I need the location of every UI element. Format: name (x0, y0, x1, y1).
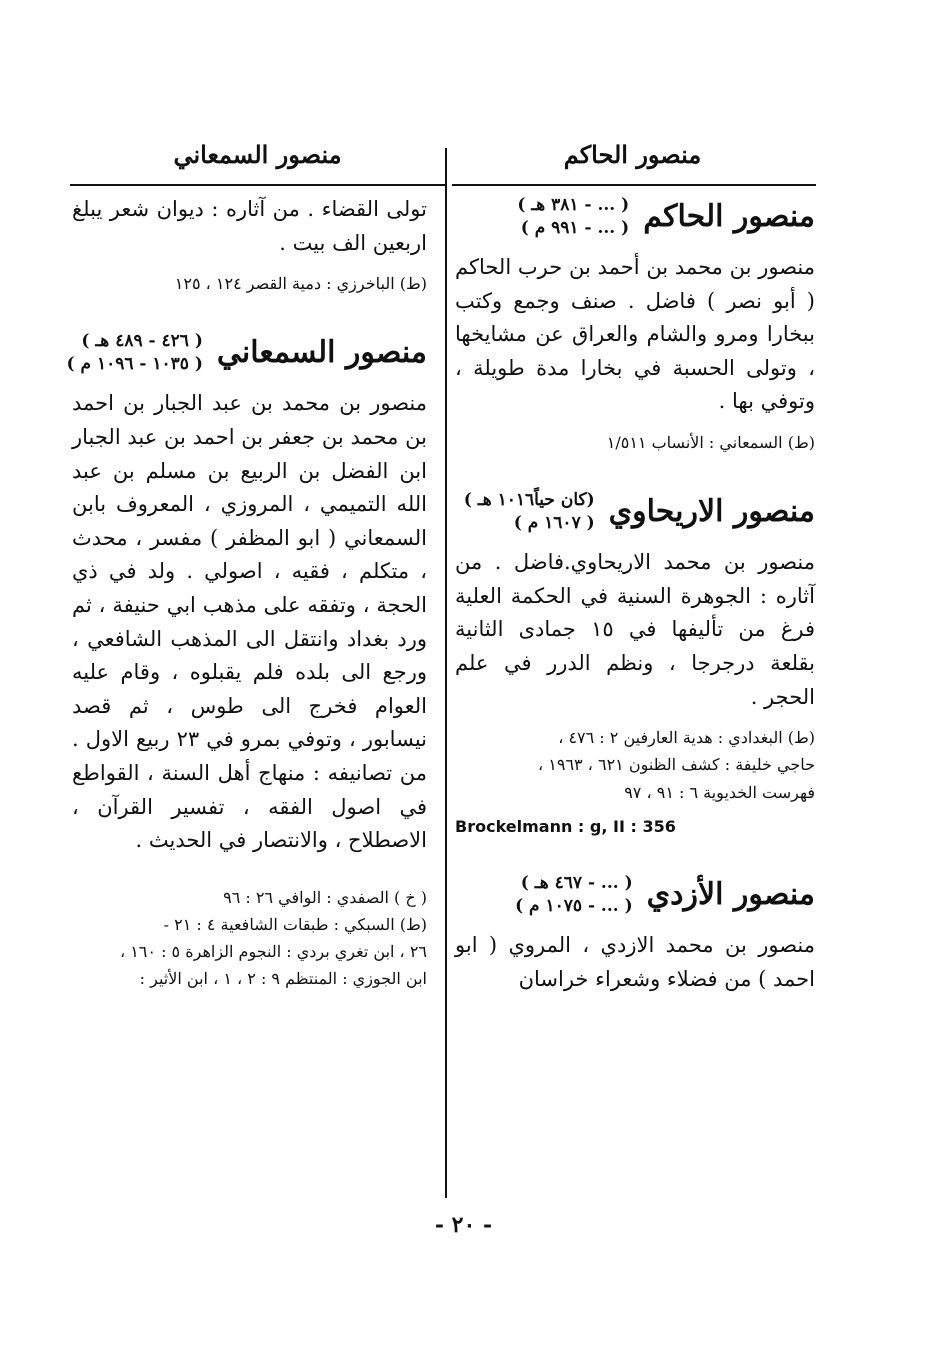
entry-name: منصور الحاكم (643, 199, 815, 234)
entry-heading (455, 488, 815, 536)
dates-hijri: (كان حياً١٠١٦ هـ ) (463, 490, 595, 511)
dates-gregorian: ( ١٦٠٧ م ) (513, 513, 595, 534)
entry-reference: (ط) السمعاني : الأنساب ١/٥١١ (606, 432, 815, 452)
entry-body: منصور بن محمد بن أحمد بن حرب الحاكم ( أبو نصر ) فاضل . صنف وجمع وكتب ببخارا ومرو والشام والعراق عن مشايخها ، وتولى الحسبة في بخارا مدة طويلة ، وتوفي بها . (455, 255, 815, 414)
entry-dates (515, 872, 633, 918)
column-divider (445, 148, 447, 1198)
entry-heading (66, 329, 427, 377)
entry-mansur-alsamani (66, 329, 427, 992)
entry-name: منصور الأزدي (646, 877, 815, 913)
entry-spacer (72, 868, 427, 884)
dates-gregorian: ( ... - ٩٩١ م ) (520, 218, 630, 238)
entry-mansur-alarihawi (455, 488, 815, 839)
entry-spacer (455, 839, 815, 871)
dates-hijri: ( ... - ٤٦٧ هـ ) (520, 873, 633, 894)
header-rule-left (70, 184, 445, 186)
page-number: - ٢٠ - (434, 1212, 493, 1238)
entry-body: منصور بن محمد الازدي ، المروي ( ابو احمد ) من فضلاء وشعراء خراسان (455, 933, 815, 991)
column-left (66, 193, 427, 992)
entry-heading (455, 871, 815, 919)
entry-dates (464, 489, 595, 535)
entry-body: منصور بن محمد الاريحاوي.فاضل . من آثاره : الجوهرة السنية في الحكمة العلية فرغ من تأليفها في ١٥ جمادى الثانية بقلعة درجرجا ، ونظم الدرر في علم الحجر . (455, 550, 815, 709)
header-rule-right (452, 184, 816, 186)
entry-dates (517, 194, 629, 240)
dates-gregorian: ( ... - ١٠٧٥ م ) (515, 896, 633, 917)
running-header-right: منصور الحاكم (563, 140, 702, 169)
entry-reference: (ط) الباخرزي : دمية القصر ١٢٤ ، ١٢٥ (174, 274, 427, 294)
running-header-left: منصور السمعاني (173, 140, 342, 169)
entry-name: منصور الاريحاوي (608, 494, 815, 530)
entry-reference: ٢٦ ، ابن تغري بردي : النجوم الزاهرة ٥ : ١٦٠ ، (119, 942, 427, 962)
entry-spacer (455, 456, 815, 488)
entry-body: منصور بن محمد بن عبد الجبار بن احمد بن محمد بن جعفر بن احمد بن عبد الجبار ابن الفضل بن الربيع بن مسلم بن عبد الله التميمي ، المروزي ، المعروف بابن السمعاني ( ابو المظفر ) مفسر ، محدث ، متكلم ، فقيه ، اصولي . ولد في ذي الحجة ، وتفقه على مذهب ابي حنيفة ، ثم ورد بغداد وانتقل الى المذهب الشافعي ، ورجع الى بلده فلم يقبلوه ، وقام عليه العوام فخرج الى طوس ، ثم قصد نيسابور ، وتوفي بمرو في ٢٣ ربيع الاول . من تصانيفه : منهاج أهل السنة ، القواطع في اصول الفقه ، تفسير القرآن ، الاصطلاح ، والانتصار في الحديث . (72, 391, 427, 853)
entry-reference: حاجي خليفة : كشف الظنون ٦٢١ ، ١٩٦٣ ، (538, 755, 815, 775)
entry-reference: فهرست الخديوية ٦ : ٩١ ، ٩٧ (624, 782, 815, 802)
entry-reference: (ط) السبكي : طبقات الشافعية ٤ : ٢١ - (163, 914, 427, 934)
entry-body: تولى القضاء . من آثاره : ديوان شعر يبلغ اربعين الف بيت . (72, 197, 427, 255)
column-right (455, 193, 815, 1006)
entry-mansur-alhakim (455, 193, 815, 456)
entry-reference: (ط) البغدادي : هدية العارفين ٢ : ٤٧٦ ، (558, 728, 815, 748)
entry-reference: ابن الجوزي : المنتظم ٩ : ٢ ، ١ ، ابن الأثير : (139, 969, 427, 989)
entry-mansur-alazdi (455, 871, 815, 996)
entry-spacer (72, 297, 427, 329)
entry-heading (455, 193, 815, 241)
dates-hijri: ( ٤٢٦ - ٤٨٩ هـ ) (81, 331, 203, 352)
entry-continuation (72, 193, 427, 297)
entry-name: منصور السمعاني (216, 335, 427, 371)
entry-reference-latin: Brockelmann : g, II : 356 (455, 816, 676, 836)
dates-gregorian: ( ١٠٣٥ - ١٠٩٦ م ) (66, 354, 203, 375)
entry-dates (67, 330, 203, 376)
dates-hijri: ( ... - ٣٨١ هـ ) (517, 195, 630, 216)
entry-reference: ( خ ) الصفدي : الوافي ٢٦ : ٩٦ (223, 887, 427, 907)
